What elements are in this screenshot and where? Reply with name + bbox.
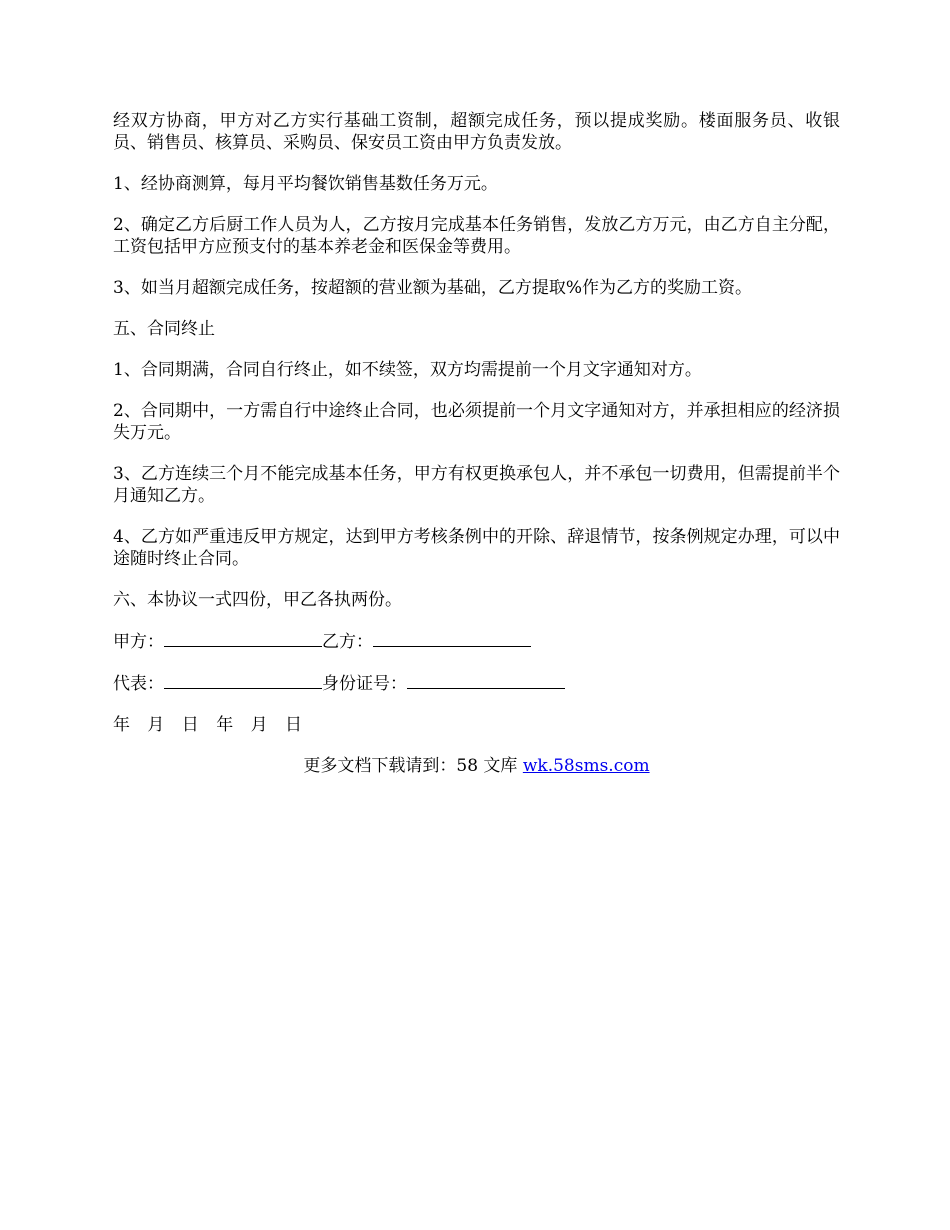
footer-link[interactable]: wk.58sms.com: [522, 756, 650, 776]
document-body: [113, 110, 840, 777]
representative-label: 代表：: [113, 674, 164, 694]
paragraph-termination-1: 1、合同期满，合同自行终止，如不续签，双方均需提前一个月文字通知对方。: [113, 360, 702, 380]
id-number-label: 身份证号：: [322, 674, 407, 694]
paragraph-intro: 经双方协商，甲方对乙方实行基础工资制，超额完成任务，预以提成奖励。楼面服务员、收银员、销售员、核算员、采购员、保安员工资由甲方负责发放。: [113, 111, 840, 153]
representative-blank: [164, 672, 322, 689]
party-b-label: 乙方：: [322, 632, 373, 652]
section-heading-termination: 五、合同终止: [113, 319, 215, 339]
paragraph-termination-2: 2、合同期中，一方需自行中途终止合同，也必须提前一个月文字通知对方，并承担相应的经济损失万元。: [113, 401, 840, 443]
section-heading-copies: 六、本协议一式四份，甲乙各执两份。: [113, 590, 402, 610]
paragraph-termination-3: 3、乙方连续三个月不能完成基本任务，甲方有权更换承包人，并不承包一切费用，但需提前半个月通知乙方。: [113, 464, 840, 506]
party-a-blank: [164, 630, 322, 647]
footer-text: 更多文档下载请到：58 文库: [303, 756, 523, 776]
party-b-blank: [373, 630, 531, 647]
date-line: 年 月 日 年 月 日: [113, 715, 306, 735]
id-number-blank: [407, 672, 565, 689]
footer: [113, 755, 840, 777]
paragraph-item-3: 3、如当月超额完成任务，按超额的营业额为基础，乙方提取%作为乙方的奖励工资。: [113, 278, 752, 298]
paragraph-item-1: 1、经协商测算，每月平均餐饮销售基数任务万元。: [113, 174, 498, 194]
signature-representative-line: [113, 672, 840, 695]
paragraph-termination-4: 4、乙方如严重违反甲方规定，达到甲方考核条例中的开除、辞退情节，按条例规定办理，可以中途随时终止合同。: [113, 527, 840, 569]
party-a-label: 甲方：: [113, 632, 164, 652]
signature-parties-line: [113, 630, 840, 653]
paragraph-item-2: 2、确定乙方后厨工作人员为人，乙方按月完成基本任务销售，发放乙方万元，由乙方自主分配，工资包括甲方应预支付的基本养老金和医保金等费用。: [113, 215, 840, 257]
